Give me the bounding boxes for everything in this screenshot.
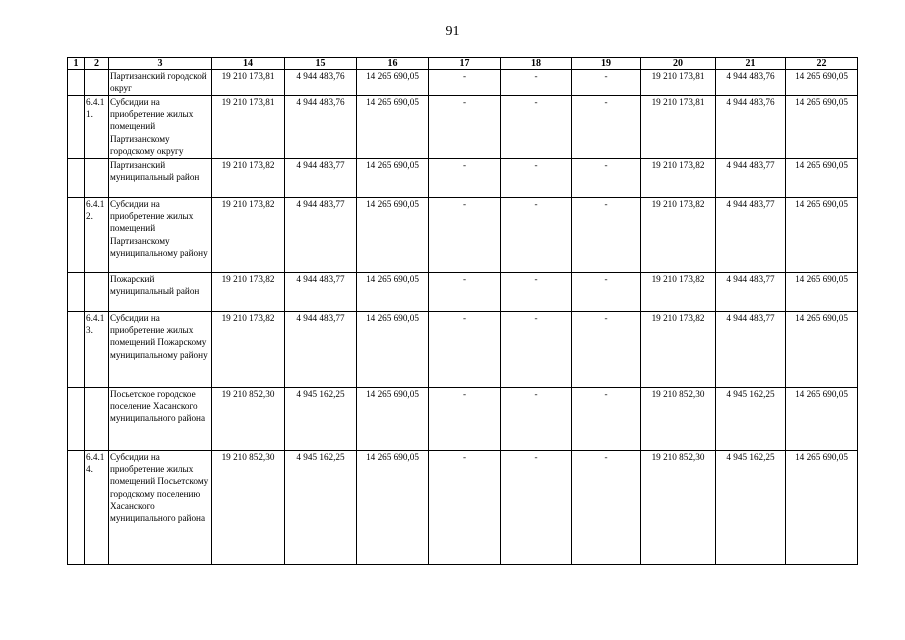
cell-c14: 19 210 852,30 <box>212 388 285 451</box>
column-header: 16 <box>357 58 429 70</box>
cell-c20: 19 210 852,30 <box>641 388 716 451</box>
cell-c22: 14 265 690,05 <box>786 451 858 565</box>
cell-c17: - <box>429 70 501 96</box>
column-header: 3 <box>109 58 212 70</box>
cell-code: 6.4.1 2. <box>85 198 109 273</box>
cell-c18: - <box>501 451 572 565</box>
cell-c22: 14 265 690,05 <box>786 388 858 451</box>
cell-c21: 4 944 483,77 <box>716 312 786 388</box>
cell-c22: 14 265 690,05 <box>786 312 858 388</box>
cell-c20: 19 210 173,82 <box>641 159 716 198</box>
column-header: 14 <box>212 58 285 70</box>
cell-code: 6.4.1 1. <box>85 96 109 159</box>
cell-c16: 14 265 690,05 <box>357 70 429 96</box>
column-header: 21 <box>716 58 786 70</box>
cell-c19: - <box>572 70 641 96</box>
cell-c15: 4 944 483,77 <box>285 198 357 273</box>
cell-c17: - <box>429 388 501 451</box>
column-header: 15 <box>285 58 357 70</box>
cell-c15: 4 944 483,77 <box>285 312 357 388</box>
column-header: 17 <box>429 58 501 70</box>
cell-c17: - <box>429 451 501 565</box>
cell-c22: 14 265 690,05 <box>786 96 858 159</box>
column-header: 19 <box>572 58 641 70</box>
cell-c16: 14 265 690,05 <box>357 312 429 388</box>
cell-c15: 4 944 483,77 <box>285 273 357 312</box>
cell-name: Субсидии на приобретение жилых помещений Пожарскому муниципальному району <box>109 312 212 388</box>
cell-name: Пожарский муниципальный район <box>109 273 212 312</box>
cell-name: Субсидии на приобретение жилых помещений Партизанскому городскому округу <box>109 96 212 159</box>
cell-c22: 14 265 690,05 <box>786 159 858 198</box>
cell-c20: 19 210 173,82 <box>641 198 716 273</box>
cell-c19: - <box>572 273 641 312</box>
cell-c15: 4 944 483,77 <box>285 159 357 198</box>
cell-c14: 19 210 173,82 <box>212 312 285 388</box>
cell-name: Субсидии на приобретение жилых помещений Партизанскому муниципальному району <box>109 198 212 273</box>
cell-c22: 14 265 690,05 <box>786 70 858 96</box>
cell-c14: 19 210 173,81 <box>212 70 285 96</box>
cell-c19: - <box>572 96 641 159</box>
cell-c22: 14 265 690,05 <box>786 198 858 273</box>
cell-code <box>85 388 109 451</box>
cell-c21: 4 944 483,76 <box>716 70 786 96</box>
cell-c15: 4 944 483,76 <box>285 70 357 96</box>
cell-c17: - <box>429 159 501 198</box>
cell-col1 <box>68 198 85 273</box>
table-row <box>68 451 858 565</box>
cell-c19: - <box>572 451 641 565</box>
cell-c18: - <box>501 388 572 451</box>
cell-c21: 4 944 483,77 <box>716 273 786 312</box>
cell-c16: 14 265 690,05 <box>357 388 429 451</box>
cell-c16: 14 265 690,05 <box>357 451 429 565</box>
cell-c21: 4 944 483,76 <box>716 96 786 159</box>
cell-c18: - <box>501 70 572 96</box>
cell-code <box>85 159 109 198</box>
cell-c20: 19 210 173,82 <box>641 312 716 388</box>
cell-c18: - <box>501 96 572 159</box>
cell-c19: - <box>572 388 641 451</box>
column-header: 18 <box>501 58 572 70</box>
cell-c19: - <box>572 159 641 198</box>
cell-name: Субсидии на приобретение жилых помещений Посьетскому городскому поселению Хасанского муниципального района <box>109 451 212 565</box>
cell-code: 6.4.1 3. <box>85 312 109 388</box>
cell-c21: 4 944 483,77 <box>716 198 786 273</box>
cell-c17: - <box>429 96 501 159</box>
cell-c17: - <box>429 312 501 388</box>
cell-c14: 19 210 173,82 <box>212 159 285 198</box>
cell-c14: 19 210 173,82 <box>212 198 285 273</box>
cell-col1 <box>68 96 85 159</box>
cell-code: 6.4.1 4. <box>85 451 109 565</box>
cell-name: Партизанский городской округ <box>109 70 212 96</box>
cell-code <box>85 273 109 312</box>
cell-c20: 19 210 173,82 <box>641 273 716 312</box>
table-row <box>68 312 858 388</box>
data-table <box>67 57 858 565</box>
table-body <box>68 70 858 565</box>
table-row <box>68 70 858 96</box>
cell-col1 <box>68 273 85 312</box>
cell-c20: 19 210 173,81 <box>641 70 716 96</box>
page-number: 91 <box>445 24 460 39</box>
cell-name: Партизанский муниципальный район <box>109 159 212 198</box>
cell-col1 <box>68 388 85 451</box>
cell-col1 <box>68 451 85 565</box>
cell-c16: 14 265 690,05 <box>357 273 429 312</box>
cell-col1 <box>68 159 85 198</box>
column-header: 2 <box>85 58 109 70</box>
table-row <box>68 96 858 159</box>
column-header: 20 <box>641 58 716 70</box>
cell-c21: 4 945 162,25 <box>716 451 786 565</box>
cell-c17: - <box>429 198 501 273</box>
cell-c18: - <box>501 273 572 312</box>
table-header-row <box>68 58 858 70</box>
cell-c14: 19 210 173,81 <box>212 96 285 159</box>
table-row <box>68 159 858 198</box>
cell-c15: 4 945 162,25 <box>285 451 357 565</box>
cell-c21: 4 944 483,77 <box>716 159 786 198</box>
table-row <box>68 198 858 273</box>
cell-c19: - <box>572 312 641 388</box>
table-row <box>68 388 858 451</box>
cell-c22: 14 265 690,05 <box>786 273 858 312</box>
cell-c16: 14 265 690,05 <box>357 198 429 273</box>
cell-col1 <box>68 312 85 388</box>
cell-c17: - <box>429 273 501 312</box>
cell-col1 <box>68 70 85 96</box>
column-header: 1 <box>68 58 85 70</box>
cell-c20: 19 210 852,30 <box>641 451 716 565</box>
cell-c18: - <box>501 198 572 273</box>
cell-c20: 19 210 173,81 <box>641 96 716 159</box>
cell-c18: - <box>501 312 572 388</box>
cell-c14: 19 210 852,30 <box>212 451 285 565</box>
table-row <box>68 273 858 312</box>
cell-c15: 4 944 483,76 <box>285 96 357 159</box>
cell-c19: - <box>572 198 641 273</box>
cell-c14: 19 210 173,82 <box>212 273 285 312</box>
cell-c21: 4 945 162,25 <box>716 388 786 451</box>
cell-code <box>85 70 109 96</box>
cell-c18: - <box>501 159 572 198</box>
cell-c15: 4 945 162,25 <box>285 388 357 451</box>
cell-name: Посьетское городское поселение Хасанского муниципального района <box>109 388 212 451</box>
cell-c16: 14 265 690,05 <box>357 96 429 159</box>
cell-c16: 14 265 690,05 <box>357 159 429 198</box>
column-header: 22 <box>786 58 858 70</box>
